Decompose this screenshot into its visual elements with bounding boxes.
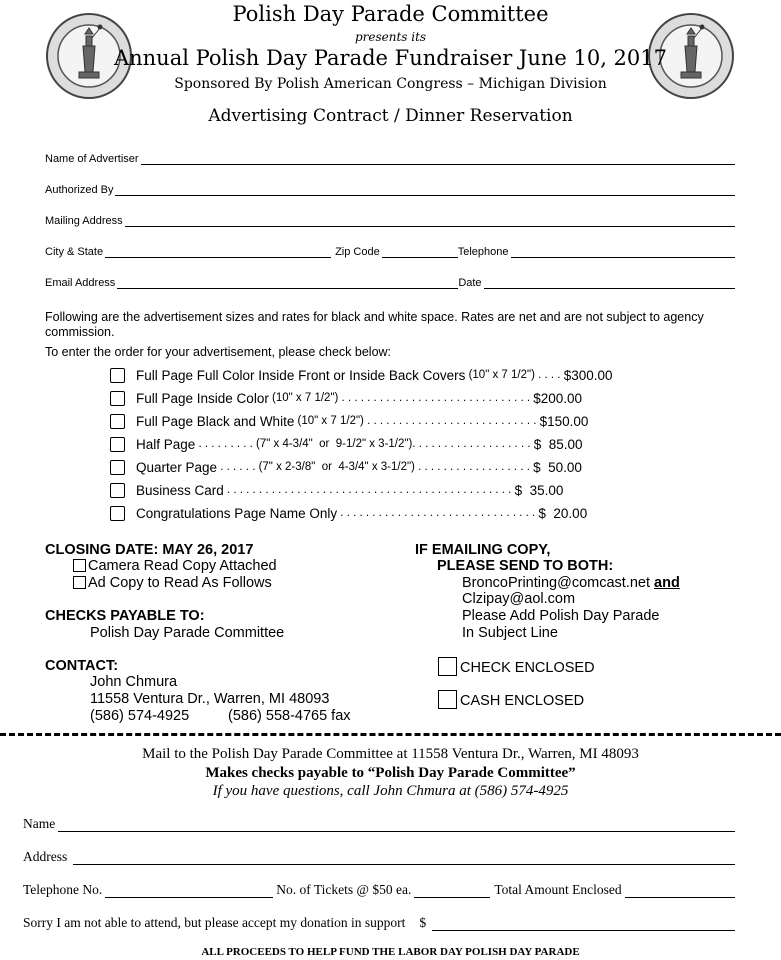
event-title: Annual Polish Day Parade Fundraiser June 10, 2017 bbox=[113, 46, 668, 70]
email-2[interactable]: Clzipay@aol.com bbox=[462, 591, 576, 607]
ad-option-size: (10" x 7 1/2") . . . . bbox=[465, 369, 564, 381]
email-1[interactable]: BroncoPrinting@comcast.net bbox=[462, 575, 650, 591]
donation-label: Sorry I am not able to attend, but please accept my donation in support bbox=[23, 915, 406, 930]
presents-line: presents its bbox=[354, 30, 427, 44]
ad-option-checkbox[interactable] bbox=[110, 368, 125, 383]
ad-option-label: Quarter Page bbox=[136, 459, 218, 475]
ad-option-price: $200.00 bbox=[533, 390, 583, 406]
ad-option-label: Full Page Inside Color bbox=[136, 390, 269, 406]
telephone-line[interactable] bbox=[511, 246, 736, 258]
total-line[interactable] bbox=[625, 884, 735, 898]
ad-option-price: $150.00 bbox=[539, 413, 589, 429]
telephone-no-label: Telephone No. bbox=[23, 882, 103, 897]
email-date-fields[interactable] bbox=[45, 277, 735, 289]
reservation-name-field[interactable]: Name bbox=[23, 816, 735, 832]
contact-name: John Chmura bbox=[90, 674, 178, 690]
ad-option-row[interactable] bbox=[110, 503, 587, 523]
cut-line bbox=[0, 733, 781, 736]
committee-title: Polish Day Parade Committee bbox=[232, 2, 549, 26]
checks-payable-line: Makes checks payable to “Polish Day Parade Committee” bbox=[205, 765, 576, 781]
total-label: Total Amount Enclosed bbox=[494, 882, 622, 897]
ad-option-size: . . . . . . . . . . . . . . . . . . . . . . . . . . . . . . . bbox=[337, 507, 539, 519]
cash-enclosed-option[interactable]: CASH ENCLOSED bbox=[438, 690, 584, 710]
ad-option-price: $300.00 bbox=[563, 367, 613, 383]
ad-option-price: $ 20.00 bbox=[538, 505, 588, 521]
ad-option-label: Half Page bbox=[136, 436, 196, 452]
ad-option-row[interactable] bbox=[110, 457, 582, 477]
zip-label: Zip Code bbox=[335, 246, 380, 258]
ad-option-size: . . . . . . . . . (7" x 4-3/4" or 9-1/2" x 3-1/2"). . . . . . . . . . . . . . . . . . . bbox=[195, 438, 534, 450]
city-zip-phone-fields[interactable] bbox=[45, 246, 735, 258]
ad-option-size: . . . . . . . . . . . . . . . . . . . . . . . . . . . . . . . . . . . . . . . . . . . . . bbox=[223, 484, 515, 496]
order-instructions: To enter the order for your advertisement, please check below: bbox=[45, 345, 392, 359]
contact-fax: (586) 558-4765 fax bbox=[228, 708, 351, 724]
tickets-line[interactable] bbox=[414, 884, 490, 898]
ad-option-price: $ 50.00 bbox=[533, 459, 582, 475]
check-enclosed-option[interactable]: CHECK ENCLOSED bbox=[438, 657, 595, 677]
ad-option-checkbox[interactable] bbox=[110, 414, 125, 429]
contact-address: 11558 Ventura Dr., Warren, MI 48093 bbox=[90, 691, 330, 707]
city-state-label: City & State bbox=[45, 246, 104, 258]
emailing-heading: IF EMAILING COPY, bbox=[415, 542, 551, 558]
ad-option-row[interactable] bbox=[110, 365, 613, 385]
ad-option-label: Full Page Black and White bbox=[136, 413, 295, 429]
send-both-heading: PLEASE SEND TO BOTH: bbox=[437, 558, 614, 574]
ad-option-price: $ 35.00 bbox=[514, 482, 564, 498]
donation-line[interactable] bbox=[432, 917, 735, 931]
subject-note-2: In Subject Line bbox=[462, 625, 558, 641]
telephone-no-line[interactable] bbox=[105, 884, 273, 898]
ad-option-row[interactable] bbox=[110, 434, 583, 454]
camera-ready-checkbox[interactable] bbox=[73, 559, 86, 572]
date-line[interactable] bbox=[484, 277, 735, 289]
checks-payee: Polish Day Parade Committee bbox=[90, 625, 285, 641]
ad-copy-option[interactable]: Ad Copy to Read As Follows bbox=[73, 575, 272, 592]
ad-option-checkbox[interactable] bbox=[110, 483, 125, 498]
reservation-phone-tickets-total[interactable] bbox=[23, 882, 735, 898]
dollar-sign: $ bbox=[419, 915, 427, 930]
ad-option-checkbox[interactable] bbox=[110, 391, 125, 406]
mailing-address-field[interactable]: Mailing Address bbox=[45, 215, 735, 227]
ad-option-label: Congratulations Page Name Only bbox=[136, 505, 338, 521]
ad-copy-checkbox[interactable] bbox=[73, 576, 86, 589]
subject-note-1: Please Add Polish Day Parade bbox=[462, 608, 660, 624]
ad-option-size: . . . . . . (7" x 2-3/8" or 4-3/4" x 3-1/2") . . . . . . . . . . . . . . . . . . bbox=[217, 461, 534, 473]
ad-option-price: $ 85.00 bbox=[533, 436, 583, 452]
email-line[interactable] bbox=[117, 277, 458, 289]
advertiser-name-field[interactable]: Name of Advertiser bbox=[45, 153, 735, 165]
ad-option-label: Full Page Full Color Inside Front or Inside Back Covers bbox=[136, 367, 466, 383]
and-text: and bbox=[654, 575, 680, 591]
authorized-by-field[interactable]: Authorized By bbox=[45, 184, 735, 196]
ad-option-row[interactable] bbox=[110, 388, 582, 408]
ad-option-checkbox[interactable] bbox=[110, 460, 125, 475]
sponsor-line: Sponsored By Polish American Congress – Michigan Division bbox=[174, 76, 607, 92]
check-enclosed-checkbox[interactable] bbox=[438, 657, 457, 676]
questions-line: If you have questions, call John Chmura at (586) 574-4925 bbox=[212, 783, 569, 799]
contact-phone: (586) 574-4925 bbox=[90, 708, 190, 724]
email-addresses bbox=[462, 575, 680, 592]
contact-heading: CONTACT: bbox=[45, 658, 119, 674]
ad-option-checkbox[interactable] bbox=[110, 506, 125, 521]
closing-date-heading: CLOSING DATE: MAY 26, 2017 bbox=[45, 542, 254, 558]
date-label: Date bbox=[458, 277, 482, 289]
tickets-label: No. of Tickets @ $50 ea. bbox=[276, 882, 412, 897]
cash-enclosed-checkbox[interactable] bbox=[438, 690, 457, 709]
ad-option-label: Business Card bbox=[136, 482, 224, 498]
footer-proceeds: ALL PROCEEDS TO HELP FUND THE LABOR DAY POLISH DAY PARADE bbox=[201, 946, 580, 958]
mail-to-line: Mail to the Polish Day Parade Committee at 11558 Ventura Dr., Warren, MI 48093 bbox=[142, 746, 639, 762]
telephone-label: Telephone bbox=[457, 246, 509, 258]
ad-option-row[interactable] bbox=[110, 411, 588, 431]
rates-text: Following are the advertisement sizes and rates for black and white space. Rates are net and are not subject to agency commission. bbox=[45, 310, 704, 339]
donation-field[interactable] bbox=[23, 915, 735, 931]
ad-option-size: (10" x 7 1/2") . . . . . . . . . . . . . . . . . . . . . . . . . . . . . . bbox=[268, 392, 534, 404]
ad-option-checkbox[interactable] bbox=[110, 437, 125, 452]
zip-line[interactable] bbox=[382, 246, 458, 258]
city-state-line[interactable] bbox=[105, 246, 331, 258]
checks-payable-heading: CHECKS PAYABLE TO: bbox=[45, 608, 205, 624]
reservation-address-field[interactable]: Address bbox=[23, 849, 735, 865]
ad-option-row[interactable] bbox=[110, 480, 563, 500]
ad-option-size: (10" x 7 1/2") . . . . . . . . . . . . . . . . . . . . . . . . . . . bbox=[294, 415, 540, 427]
camera-ready-option[interactable]: Camera Read Copy Attached bbox=[73, 558, 277, 575]
email-label: Email Address bbox=[45, 277, 116, 289]
form-title: Advertising Contract / Dinner Reservation bbox=[208, 106, 573, 126]
